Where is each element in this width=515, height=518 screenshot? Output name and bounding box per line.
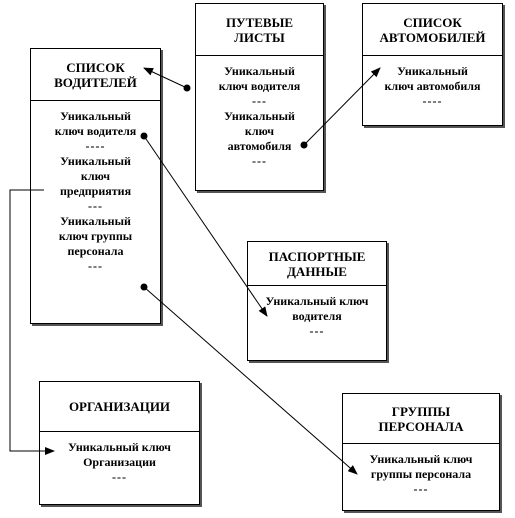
field-line: водителя: [292, 309, 342, 323]
field-separator: ----: [422, 94, 443, 108]
field-line: ключ водителя: [54, 124, 137, 138]
field-line: Уникальный ключ: [265, 294, 369, 308]
title-line: АВТОМОБИЛЕЙ: [379, 29, 486, 45]
field-line: Уникальный: [60, 214, 131, 228]
title-line: ПАСПОРТНЫЕ: [268, 248, 366, 264]
field-line: Уникальный: [60, 154, 131, 168]
field-line: персонала: [67, 244, 124, 258]
field-line: ключ: [244, 124, 275, 138]
link-waybills-to-cars: [304, 68, 380, 145]
link-drivers-to-organizations: [10, 190, 54, 451]
field-line: Организации: [83, 455, 156, 469]
field-line: ключ автомобиля: [384, 79, 481, 93]
link-drivers-to-passport: [144, 136, 267, 316]
field-separator: ---: [413, 482, 429, 496]
title-line: ГРУППЫ: [391, 403, 451, 419]
field-line: Уникальный: [397, 64, 468, 78]
field-line: ключ водителя: [218, 79, 301, 93]
title-line: ВОДИТЕЛЕЙ: [54, 74, 137, 90]
field-line: Уникальный ключ: [369, 452, 473, 466]
field-separator: ---: [112, 470, 127, 484]
field-line: Уникальный: [224, 109, 295, 123]
title-line: ОРГАНИЗАЦИИ: [68, 399, 171, 414]
link-origin-dot: [184, 85, 191, 92]
title-line: ЛИСТЫ: [234, 29, 285, 45]
field-separator: ---: [309, 324, 325, 338]
link-waybills-to-drivers: [144, 68, 187, 88]
field-line: ключ: [80, 169, 111, 183]
field-line: Уникальный: [60, 109, 131, 123]
link-origin-dot: [141, 284, 148, 291]
field-line: автомобиля: [227, 139, 292, 153]
link-drivers-to-staff-groups: [144, 287, 357, 474]
title-line: СПИСОК: [403, 14, 462, 30]
title-line: ПУТЕВЫЕ: [225, 14, 294, 30]
field-separator: ---: [88, 259, 103, 273]
title-line: ДАННЫЕ: [286, 263, 347, 279]
field-separator: ----: [85, 139, 106, 153]
field-line: Уникальный: [224, 64, 295, 78]
field-separator: ---: [88, 199, 103, 213]
field-line: группы персонала: [370, 467, 472, 481]
field-separator: ---: [252, 154, 267, 168]
title-line: СПИСОК: [66, 59, 125, 75]
field-separator: ---: [252, 94, 267, 108]
field-line: предприятия: [59, 184, 132, 198]
title-line: ПЕРСОНАЛА: [378, 418, 464, 434]
field-line: Уникальный ключ: [68, 440, 171, 454]
link-origin-dot: [301, 142, 308, 149]
link-origin-dot: [141, 133, 148, 140]
field-line: ключ группы: [58, 229, 133, 243]
